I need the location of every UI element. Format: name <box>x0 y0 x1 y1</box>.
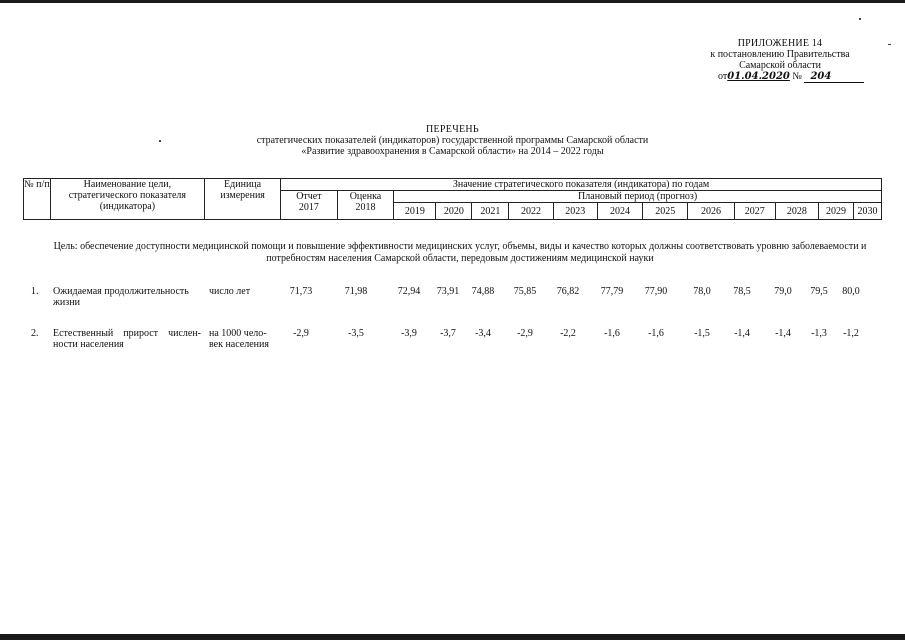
value-cell: 71,98 <box>344 286 368 297</box>
value-cell: 73,91 <box>436 286 460 297</box>
indicator-row <box>23 286 882 310</box>
header-year: 2024 <box>597 203 642 220</box>
header-year: 2026 <box>688 203 734 220</box>
header-year: 2025 <box>643 203 688 220</box>
value-cell: -1,3 <box>811 328 827 339</box>
appendix-date-row <box>690 71 870 83</box>
value-cell: 74,88 <box>471 286 495 297</box>
indicator-name: Естественный прирост числен-ности населения <box>53 328 201 350</box>
value-cell: -2,9 <box>517 328 533 339</box>
value-cell: -3,5 <box>348 328 364 339</box>
value-cell: -3,7 <box>440 328 456 339</box>
scan-speck <box>888 44 891 45</box>
header-values-group: Значение стратегического показателя (индикатора) по годам <box>281 179 882 191</box>
handwritten-date: 01.04.2020 <box>727 71 790 82</box>
row-number: 1. <box>31 286 39 297</box>
header-year: 2021 <box>472 203 509 220</box>
header-year: 2019 <box>394 203 436 220</box>
value-cell: -1,4 <box>734 328 750 339</box>
header-unit: Единица измерения <box>205 179 281 220</box>
value-cell: -3,9 <box>401 328 417 339</box>
header-year: 2028 <box>775 203 818 220</box>
appendix-number-label: № <box>792 71 802 82</box>
goal-statement: Цель: обеспечение доступности медицинской помощи и повышение эффективности медицинских услуг, объемы, виды и качество которых должны соответствовать уровню заболеваемости и потребностям населения Самарской области, передовым достижениям медицинской науки <box>53 241 867 264</box>
header-year: 2022 <box>509 203 553 220</box>
title-heading: ПЕРЕЧЕНЬ <box>426 124 479 135</box>
appendix-title: ПРИЛОЖЕНИЕ 14 <box>737 38 823 49</box>
value-cell: -1,6 <box>604 328 620 339</box>
indicator-row <box>23 328 882 352</box>
value-cell: -1,6 <box>648 328 664 339</box>
title-program: «Развитие здравоохранения в Самарской области» на 2014 – 2022 годы <box>301 146 604 157</box>
header-num: № п/п <box>24 179 51 220</box>
indicator-name: Ожидаемая продолжительность жизни <box>53 286 189 308</box>
indicator-unit: на 1000 чело-век населения <box>209 328 269 350</box>
value-cell: 78,0 <box>693 286 711 297</box>
value-cell: -1,5 <box>694 328 710 339</box>
appendix-region: Самарской области <box>739 60 821 71</box>
value-cell: 76,82 <box>556 286 580 297</box>
value-cell: -2,9 <box>293 328 309 339</box>
value-cell: 75,85 <box>513 286 537 297</box>
value-cell: -2,2 <box>560 328 576 339</box>
appendix-from-label: от <box>718 71 728 82</box>
indicators-table-header <box>23 178 882 220</box>
header-year: 2020 <box>436 203 472 220</box>
value-cell: 79,0 <box>774 286 792 297</box>
header-plan-period: Плановый период (прогноз) <box>394 191 882 203</box>
row-number: 2. <box>31 328 39 339</box>
document-title <box>0 124 905 157</box>
value-cell: -1,4 <box>775 328 791 339</box>
value-cell: 77,90 <box>644 286 668 297</box>
header-year: 2023 <box>553 203 597 220</box>
value-cell: 78,5 <box>733 286 751 297</box>
handwritten-number: 204 <box>804 71 864 83</box>
header-year: 2030 <box>853 203 881 220</box>
scan-speck <box>859 18 861 20</box>
value-cell: -1,2 <box>843 328 859 339</box>
value-cell: 79,5 <box>810 286 828 297</box>
scan-top-border <box>0 0 905 3</box>
scan-bottom-border <box>0 634 905 640</box>
header-report: Отчет 2017 <box>281 191 338 220</box>
value-cell: -3,4 <box>475 328 491 339</box>
value-cell: 77,79 <box>600 286 624 297</box>
title-subtitle: стратегических показателей (индикаторов) государственной программы Самарской области <box>256 135 649 146</box>
value-cell: 80,0 <box>842 286 860 297</box>
header-estimate: Оценка 2018 <box>337 191 394 220</box>
value-cell: 72,94 <box>397 286 421 297</box>
indicator-unit: число лет <box>209 286 251 297</box>
header-year: 2027 <box>734 203 775 220</box>
value-cell: 71,73 <box>289 286 313 297</box>
header-year: 2029 <box>818 203 853 220</box>
header-name: Наименование цели, стратегического показателя (индикатора) <box>50 179 204 220</box>
appendix-decree: к постановлению Правительства <box>710 49 850 60</box>
appendix-block <box>690 38 870 83</box>
